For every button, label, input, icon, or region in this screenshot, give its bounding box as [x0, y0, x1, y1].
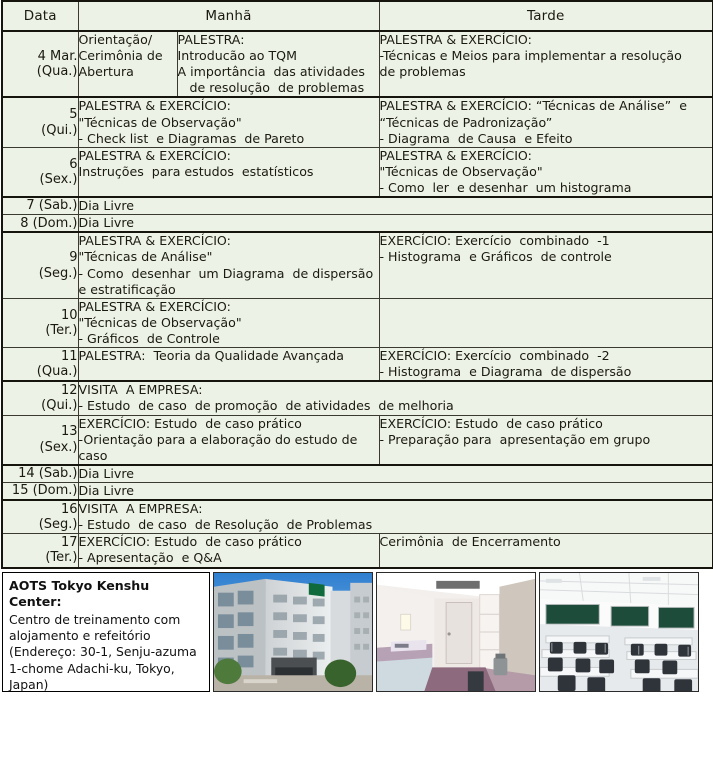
- free-day-cell: Dia Livre: [78, 465, 713, 483]
- date-day: 4 Mar.: [37, 48, 78, 64]
- morning-line: Introducão ao TQM: [177, 48, 297, 64]
- date-cell: [2, 415, 78, 465]
- afternoon-line: - Como ler e desenhar um histograma: [379, 179, 632, 195]
- afternoon-cell: [379, 147, 713, 197]
- date-day: 10: [60, 307, 78, 323]
- date-cell: [2, 232, 78, 298]
- date-weekday: (Qua.): [36, 64, 78, 80]
- morning-line: Instruções para estudos estatísticos: [78, 163, 314, 179]
- afternoon-line: "Técnicas de Observação": [379, 163, 543, 179]
- date-cell: [2, 500, 78, 534]
- table-row: [2, 348, 713, 382]
- date-cell: [2, 197, 78, 215]
- morning-line: "Técnicas de Análise": [78, 249, 213, 265]
- morning-line: "Técnicas de Observação": [78, 314, 242, 330]
- classroom-photo: [539, 572, 699, 692]
- morning-line: "Técnicas de Observação": [78, 114, 242, 130]
- afternoon-line: PALESTRA & EXERCÍCIO:: [379, 147, 532, 163]
- table-row: [2, 215, 713, 233]
- date-weekday: (Seg.): [38, 517, 78, 533]
- date-day: 13: [60, 424, 78, 440]
- date-weekday: (Qua.): [36, 364, 78, 380]
- afternoon-line: - Histograma e Gráficos de controle: [379, 249, 612, 265]
- free-day-cell: Dia Livre: [78, 197, 713, 215]
- morning-cell: [78, 348, 379, 382]
- morning-cell: [78, 415, 379, 465]
- morning-line: - Como desenhar um Diagrama de dispersão: [78, 265, 374, 281]
- footer-strip: [0, 572, 713, 694]
- table-row: [2, 97, 713, 147]
- date-cell: [2, 381, 78, 415]
- date-day: 11: [60, 348, 78, 364]
- table-row: [2, 298, 713, 347]
- morning-cell: [78, 232, 379, 298]
- afternoon-cell: [379, 232, 713, 298]
- date-cell: [2, 298, 78, 347]
- table-row: [2, 381, 713, 415]
- date-cell: [2, 465, 78, 483]
- column-header-morning: Manhã: [78, 1, 379, 31]
- morning-line: PALESTRA & EXERCÍCIO:: [78, 298, 231, 314]
- date-cell: [2, 482, 78, 500]
- center-description-line: (Endereço: 30-1, Senju-azuma: [9, 644, 197, 660]
- morning-line: PALESTRA:: [177, 32, 245, 47]
- afternoon-line: PALESTRA & EXERCÍCIO:: [379, 32, 532, 47]
- table-body: [2, 31, 713, 568]
- table-row: [2, 534, 713, 568]
- date-cell: [2, 147, 78, 197]
- date-cell: [2, 348, 78, 382]
- center-description-line: alojamento e refeitório: [9, 628, 151, 644]
- afternoon-line: “Técnicas de Padronização”: [379, 114, 553, 130]
- training-schedule-table: [1, 0, 713, 569]
- afternoon-line: - Diagrama de Causa e Efeito: [379, 130, 573, 146]
- full-width-session-cell: [78, 381, 713, 415]
- afternoon-line: Cerimônia de Encerramento: [379, 534, 561, 550]
- date-day: 16: [60, 501, 78, 517]
- morning-cell: [78, 298, 379, 347]
- date-weekday: (Ter.): [45, 550, 78, 566]
- date-text: 14 (Sab.): [18, 466, 78, 482]
- morning-cell: [78, 97, 379, 147]
- morning-line: PALESTRA & EXERCÍCIO:: [78, 233, 231, 249]
- afternoon-line: - Preparação para apresentação em grupo: [379, 431, 651, 447]
- date-text: 8 (Dom.): [20, 215, 78, 231]
- date-day: 9: [69, 250, 78, 266]
- table-row: [2, 197, 713, 215]
- afternoon-cell: [379, 31, 713, 97]
- morning-cell: [177, 31, 379, 97]
- afternoon-line: EXERCÍCIO: Exercício combinado -1: [379, 233, 610, 249]
- afternoon-cell: [379, 534, 713, 568]
- session-line: VISITA A EMPRESA:: [78, 501, 203, 517]
- opening-line: Abertura: [78, 64, 134, 80]
- morning-line: PALESTRA & EXERCÍCIO:: [78, 98, 231, 114]
- column-header-date: Data: [2, 1, 78, 31]
- session-line: - Estudo de caso de Resolução de Problemas: [78, 517, 373, 533]
- table-row: [2, 147, 713, 197]
- morning-cell: [78, 534, 379, 568]
- building-exterior-photo: [213, 572, 373, 692]
- table-row: [2, 31, 713, 97]
- afternoon-line: de problemas: [379, 64, 466, 80]
- table-row: [2, 500, 713, 534]
- afternoon-cell: [379, 348, 713, 382]
- morning-line: - Gráficos de Controle: [78, 330, 220, 346]
- center-name-title: AOTS Tokyo Kenshu Center:: [9, 577, 150, 610]
- center-description-line: Centro de treinamento com: [9, 611, 181, 627]
- free-day-cell: Dia Livre: [78, 482, 713, 500]
- morning-line: EXERCÍCIO: Estudo de caso prático: [78, 415, 302, 431]
- afternoon-cell: [379, 298, 713, 347]
- opening-line: Cerimônia de: [78, 48, 163, 64]
- date-text: 7 (Sab.): [26, 198, 78, 214]
- morning-cell: [78, 147, 379, 197]
- date-cell: [2, 97, 78, 147]
- date-day: 17: [60, 535, 78, 551]
- morning-line: e estratificação: [78, 281, 176, 297]
- center-description-text: [9, 612, 203, 694]
- afternoon-line: PALESTRA & EXERCÍCIO: “Técnicas de Análise” e: [379, 98, 687, 114]
- date-weekday: (Sex.): [39, 171, 78, 187]
- date-weekday: (Seg.): [38, 265, 78, 281]
- date-day: 12: [60, 383, 78, 399]
- morning-line: PALESTRA & EXERCÍCIO:: [78, 147, 231, 163]
- date-weekday: (Qui.): [41, 398, 78, 414]
- date-day: 5: [69, 107, 78, 123]
- morning-line: PALESTRA: Teoria da Qualidade Avançada: [78, 348, 345, 364]
- date-cell: [2, 534, 78, 568]
- dormitory-room-photo: [376, 572, 536, 692]
- date-cell: [2, 215, 78, 233]
- afternoon-line: EXERCÍCIO: Estudo de caso prático: [379, 415, 603, 431]
- date-text: 15 (Dom.): [11, 483, 78, 499]
- opening-line: Orientação/: [78, 32, 153, 47]
- table-row: [2, 482, 713, 500]
- center-description-line: Japan): [9, 677, 49, 693]
- morning-line: A importância das atividades: [177, 64, 365, 80]
- afternoon-cell: [379, 415, 713, 465]
- morning-opening-cell: [78, 31, 177, 97]
- table-row: [2, 232, 713, 298]
- afternoon-line: - Histograma e Diagrama de dispersão: [379, 364, 632, 380]
- session-line: - Estudo de caso de promoção de atividades de melhoria: [78, 398, 454, 414]
- session-line: VISITA A EMPRESA:: [78, 382, 203, 398]
- column-header-afternoon: Tarde: [379, 1, 713, 31]
- date-cell: [2, 31, 78, 97]
- free-day-cell: Dia Livre: [78, 215, 713, 233]
- table-row: [2, 415, 713, 465]
- date-weekday: (Sex.): [39, 439, 78, 455]
- center-description-box: [2, 572, 210, 692]
- morning-line: - Check list e Diagramas de Pareto: [78, 130, 305, 146]
- morning-line: de resolução de problemas: [189, 80, 365, 96]
- morning-line: - Apresentação e Q&A: [78, 550, 222, 566]
- afternoon-line: -Técnicas e Meios para implementar a resolução: [379, 48, 682, 64]
- full-width-session-cell: [78, 500, 713, 534]
- morning-line: EXERCÍCIO: Estudo de caso prático: [78, 534, 302, 550]
- table-header-row: [2, 1, 713, 31]
- afternoon-line: EXERCÍCIO: Exercício combinado -2: [379, 348, 610, 364]
- afternoon-cell: [379, 97, 713, 147]
- date-weekday: (Qui.): [41, 122, 78, 138]
- date-day: 6: [69, 156, 78, 172]
- center-description-line: 1-chome Adachi-ku, Tokyo,: [9, 660, 175, 676]
- morning-line: -Orientação para a elaboração do estudo de: [78, 431, 358, 447]
- table-row: [2, 465, 713, 483]
- date-weekday: (Ter.): [45, 322, 78, 338]
- morning-line: caso: [78, 447, 108, 463]
